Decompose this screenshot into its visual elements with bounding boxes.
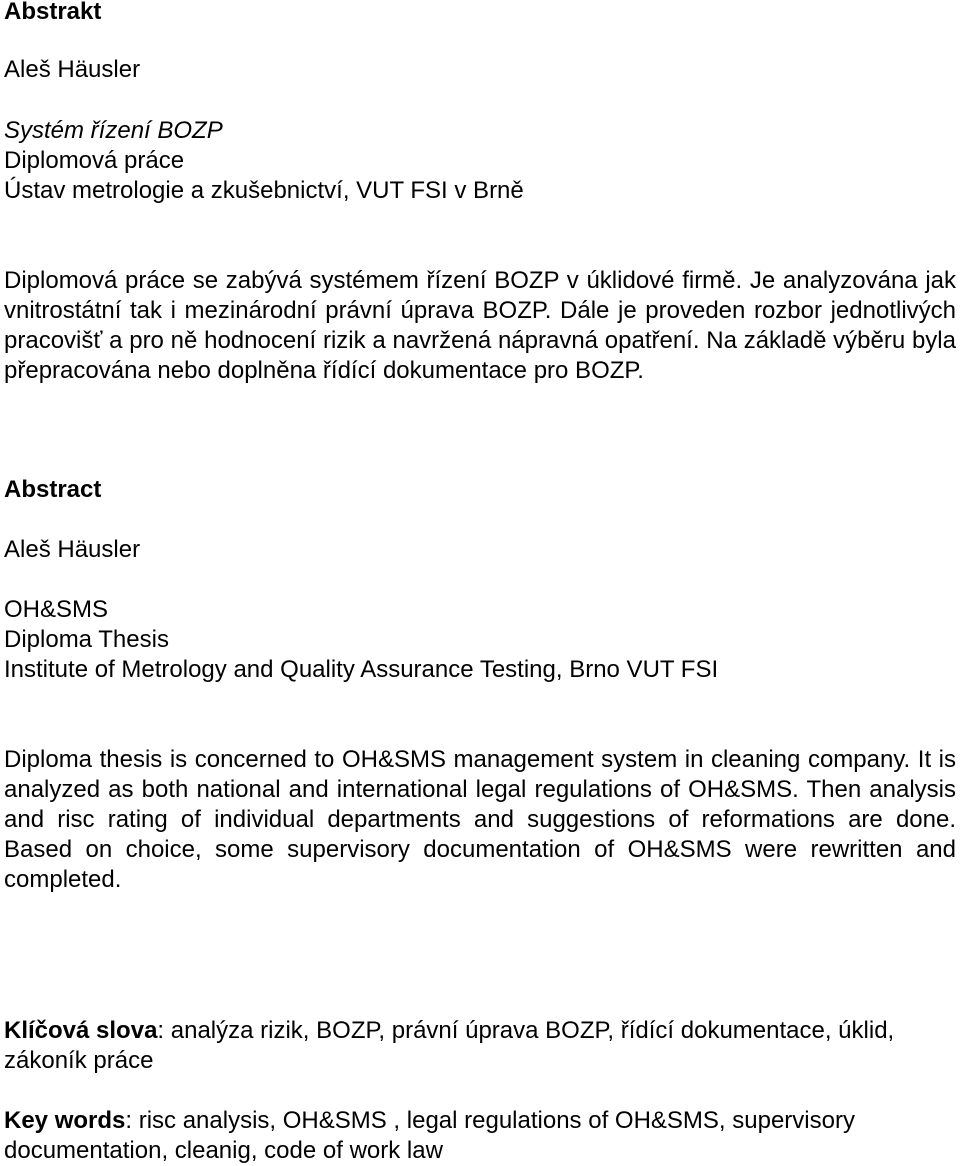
czech-author: Aleš Häusler bbox=[4, 56, 141, 83]
czech-heading: Abstrakt bbox=[4, 0, 102, 25]
czech-thesis-type: Diplomová práce bbox=[4, 147, 185, 174]
czech-abstract-text: Diplomová práce se zabývá systémem řízení BOZP v úklidové firmě. Je analyzována jak vnitrostátní tak i mezinárodní právní úprava BOZP. Dále je proveden rozbor jednotlivých pracovišť a pro ně hodnocení rizik a navržená nápravná opatření. Na základě výběru byla přepracována nebo doplněna řídící dokumentace pro BOZP. bbox=[4, 267, 956, 384]
english-institute: Institute of Metrology and Quality Assurance Testing, Brno VUT FSI bbox=[4, 656, 719, 683]
keywords-english bbox=[4, 1106, 956, 1166]
english-thesis-type: Diploma Thesis bbox=[4, 626, 169, 653]
keywords-czech-separator: : bbox=[157, 1017, 165, 1044]
czech-header-block bbox=[4, 0, 956, 27]
english-heading: Abstract bbox=[4, 476, 102, 503]
keywords-czech bbox=[4, 1016, 956, 1076]
english-abstract-text: Diploma thesis is concerned to OH&SMS management system in cleaning company. It is analyzed as both national and international legal regulations of OH&SMS. Then analysis and risc rating of individual departments and suggestions of reformations are done. Based on choice, some supervisory documentation of OH&SMS were rewritten and completed. bbox=[4, 746, 956, 893]
czech-thesis-title: Systém řízení BOZP bbox=[4, 117, 223, 144]
english-header-block bbox=[4, 475, 956, 505]
english-author: Aleš Häusler bbox=[4, 536, 141, 563]
keywords-english-label: Key words bbox=[4, 1107, 126, 1134]
czech-institute: Ústav metrologie a zkušebnictví, VUT FSI v Brně bbox=[4, 177, 524, 204]
keywords-english-text: risc analysis, OH&SMS , legal regulations of OH&SMS, supervisory documentation, cleanig, code of work law bbox=[4, 1107, 855, 1164]
keywords-czech-text: analýza rizik, BOZP, právní úprava BOZP, řídící dokumentace, úklid, zákoník práce bbox=[4, 1017, 895, 1074]
czech-author-block bbox=[4, 55, 956, 85]
english-meta-block bbox=[4, 595, 956, 685]
keywords-czech-label: Klíčová slova bbox=[4, 1017, 158, 1044]
keywords-english-separator: : bbox=[125, 1107, 133, 1134]
english-thesis-title: OH&SMS bbox=[4, 596, 109, 623]
english-author-block bbox=[4, 535, 956, 565]
czech-meta-block bbox=[4, 116, 956, 206]
